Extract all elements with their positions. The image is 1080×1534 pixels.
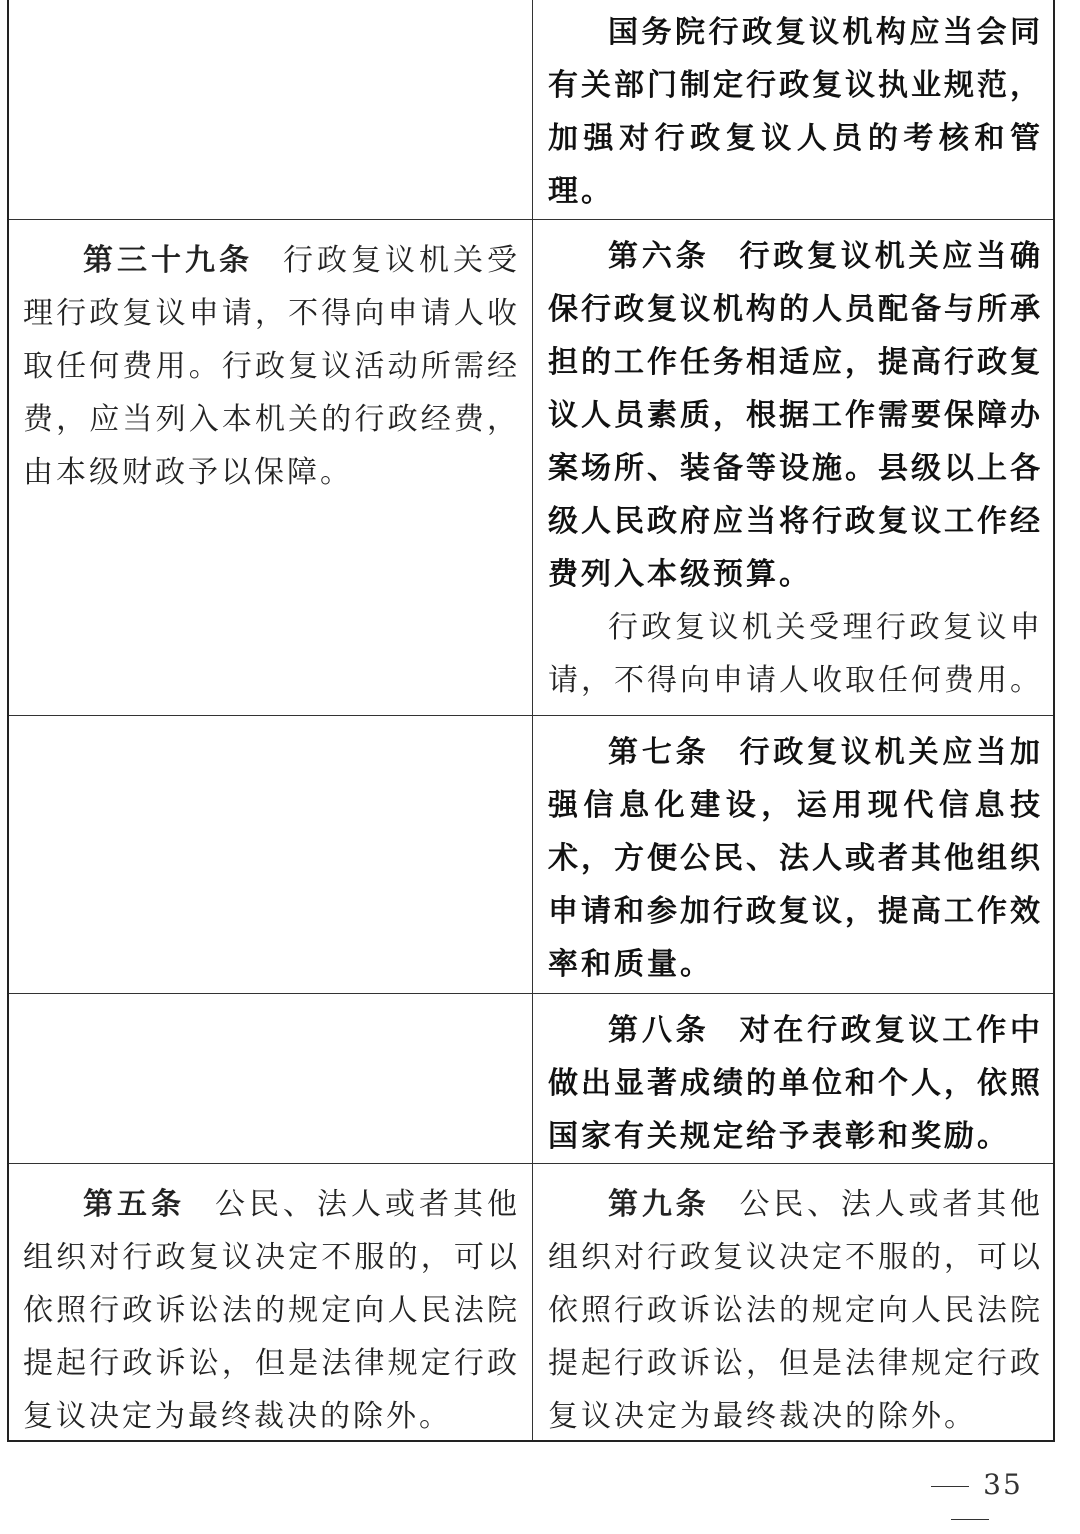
old-law-cell-empty	[9, 0, 532, 219]
comparison-table	[7, 0, 1055, 1442]
old-law-cell	[9, 1164, 532, 1440]
article-number: 第六条	[608, 239, 710, 274]
article-number: 第八条	[608, 1013, 710, 1048]
article-number: 第三十九条	[83, 243, 253, 278]
column-divider	[532, 0, 533, 219]
clause-paragraph: 第八条 对在行政复议工作中做出显著成绩的单位和个人，依照国家有关规定给予表彰和奖励。	[548, 1013, 1044, 1154]
article-number: 第五条	[83, 1187, 185, 1222]
column-divider	[532, 716, 533, 993]
clause-paragraph: 第五条 公民、法人或者其他组织对行政复议决定不服的，可以依照行政诉讼法的规定向人民法院提起行政诉讼，但是法律规定行政复议决定为最终裁决的除外。	[23, 1187, 520, 1434]
article-number: 第九条	[608, 1187, 710, 1222]
column-divider	[532, 994, 533, 1163]
old-law-cell-empty	[9, 716, 532, 993]
column-divider	[532, 220, 533, 715]
column-divider	[532, 1164, 533, 1440]
article-number: 第七条	[608, 735, 710, 770]
old-law-cell	[9, 220, 532, 715]
new-law-cell	[534, 994, 1053, 1163]
clause-paragraph: 国务院行政复议机构应当会同有关部门制定行政复议执业规范，加强对行政复议人员的考核和管理。	[548, 15, 1043, 209]
dash-right	[951, 1519, 989, 1520]
table-row	[9, 220, 1053, 716]
clause-paragraph: 第七条 行政复议机关应当加强信息化建设，运用现代信息技术，方便公民、法人或者其他组织申请和参加行政复议，提高工作效率和质量。	[548, 735, 1044, 982]
old-law-cell-empty	[9, 994, 532, 1163]
table-row	[9, 994, 1053, 1164]
new-law-cell	[534, 220, 1053, 715]
new-law-cell	[534, 1164, 1053, 1440]
clause-paragraph: 行政复议机关受理行政复议申请，不得向申请人收取任何费用。	[548, 610, 1043, 698]
table-row	[9, 1164, 1053, 1440]
table-row	[9, 716, 1053, 994]
clause-paragraph: 第九条 公民、法人或者其他组织对行政复议决定不服的，可以依照行政诉讼法的规定向人民法院提起行政诉讼，但是法律规定行政复议决定为最终裁决的除外。	[548, 1187, 1044, 1434]
page-number: 35	[890, 1468, 1050, 1534]
new-law-cell	[534, 0, 1053, 219]
clause-paragraph: 第三十九条 行政复议机关受理行政复议申请，不得向申请人收取任何费用。行政复议活动所需经费，应当列入本机关的行政经费，由本级财政予以保障。	[23, 243, 520, 490]
table-row	[9, 0, 1053, 220]
new-law-cell	[534, 716, 1053, 993]
clause-paragraph: 第六条 行政复议机关应当确保行政复议机构的人员配备与所承担的工作任务相适应，提高行政复议人员素质，根据工作需要保障办案场所、装备等设施。县级以上各级人民政府应当将行政复议工作经费列入本级预算。	[548, 239, 1044, 592]
dash-left	[931, 1486, 969, 1487]
